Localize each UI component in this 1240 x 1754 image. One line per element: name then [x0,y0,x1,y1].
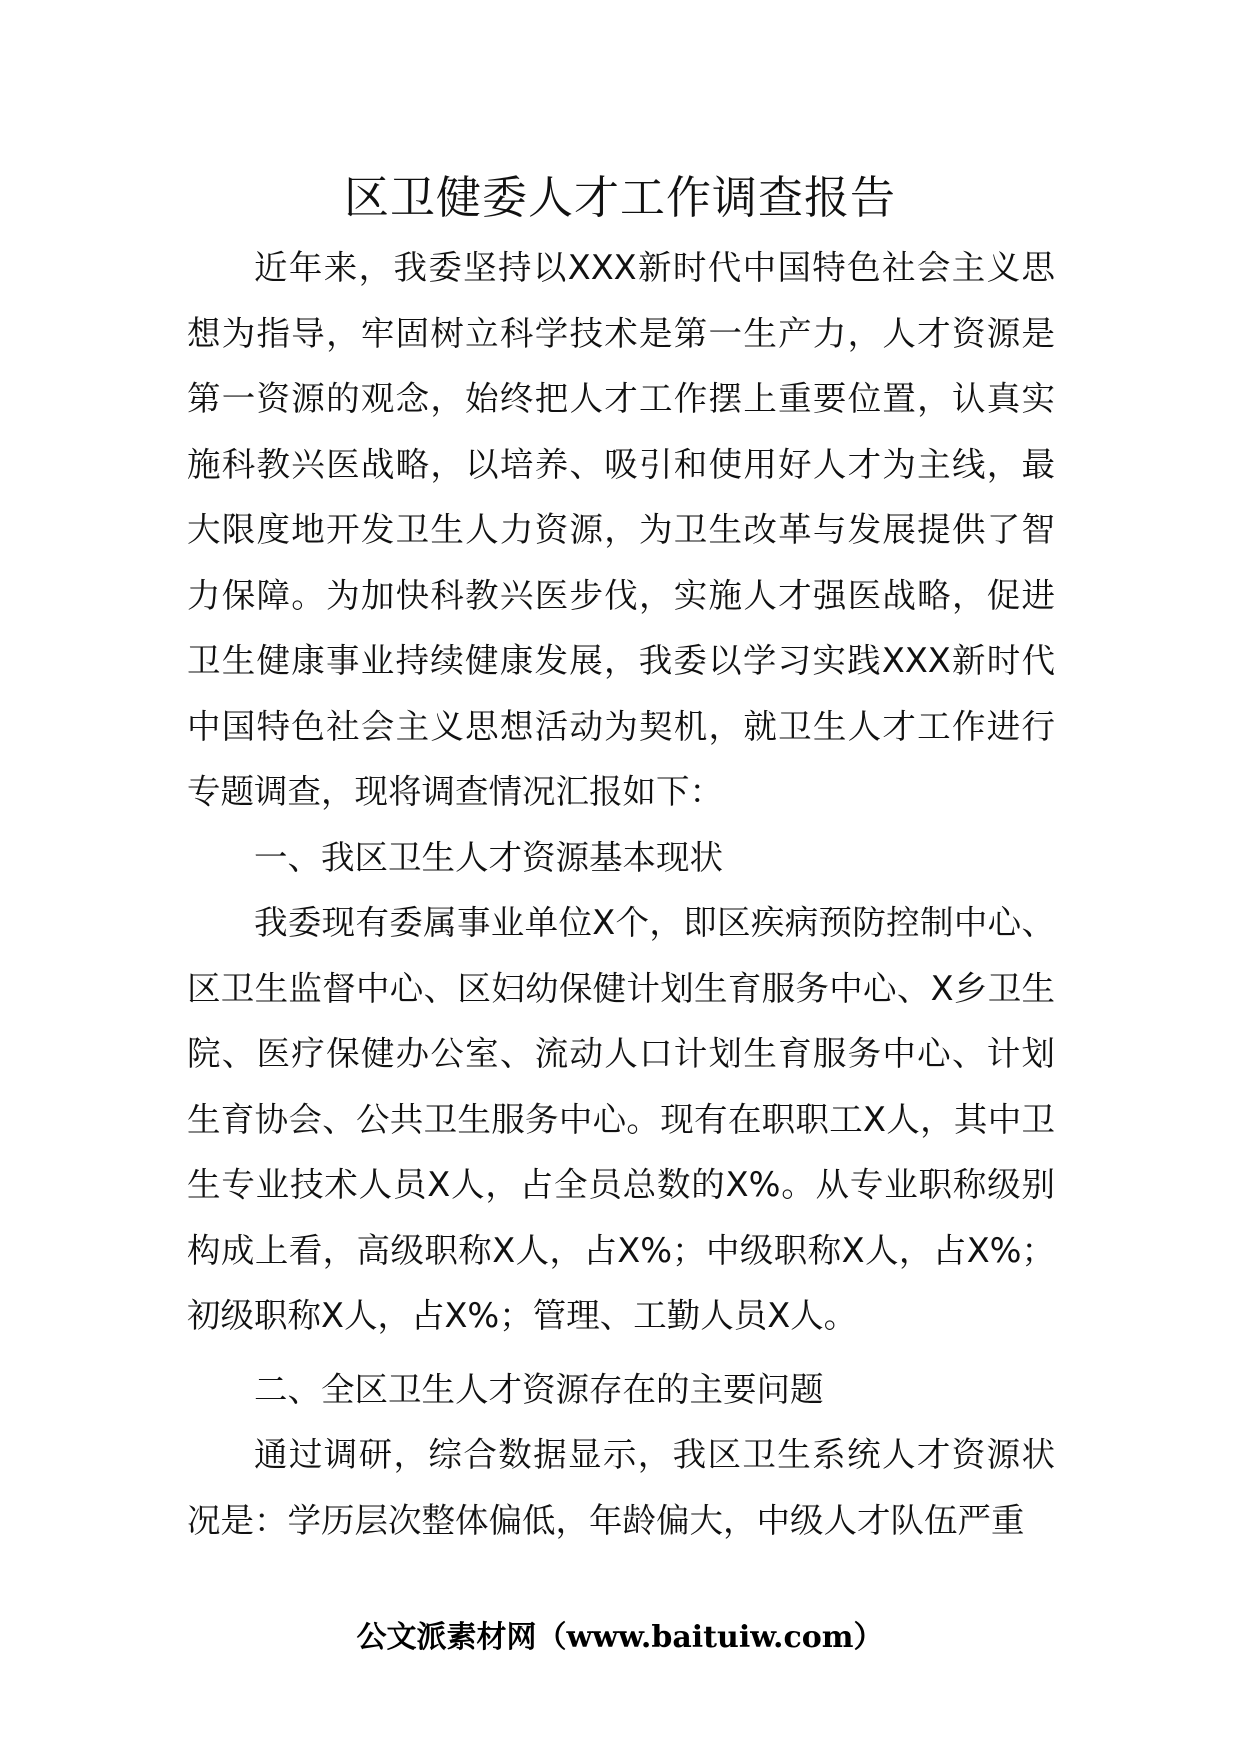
intro-paragraph: 近年来，我委坚持以XXX新时代中国特色社会主义思想为指导，牢固树立科学技术是第一生产力，人才资源是第一资源的观念，始终把人才工作摆上重要位置，认真实施科教兴医战略，以培养、吸引和使用好人才为主线，最大限度地开发卫生人力资源，为卫生改革与发展提供了智力保障。为加快科教兴医步伐，实施人才强医战略，促进卫生健康事业持续健康发展，我委以学习实践XXX新时代中国特色社会主义思想活动为契机，就卫生人才工作进行专题调查，现将调查情况汇报如下： [187,248,1055,811]
document-body [187,235,1055,1553]
section-heading-2: 二、全区卫生人才资源存在的主要问题 [254,1369,824,1409]
section-1-paragraph: 我委现有委属事业单位X个，即区疾病预防控制中心、区卫生监督中心、区妇幼保健计划生育服务中心、X乡卫生院、医疗保健办公室、流动人口计划生育服务中心、计划生育协会、公共卫生服务中心。现有在职职工X人，其中卫生专业技术人员X人，占全员总数的X%。从专业职称级别构成上看，高级职称X人，占X%；中级职称X人，占X%；初级职称X人，占X%；管理、工勤人员X人。 [187,903,1055,1335]
document-title: 区卫健委人才工作调查报告 [343,171,896,224]
section-2-paragraph: 通过调研，综合数据显示，我区卫生系统人才资源状况是：学历层次整体偏低，年龄偏大，中级人才队伍严重 [187,1435,1055,1540]
footer-watermark: 公文派素材网（www.baituiw.com） [356,1620,884,1655]
section-heading-1: 一、我区卫生人才资源基本现状 [254,837,723,877]
